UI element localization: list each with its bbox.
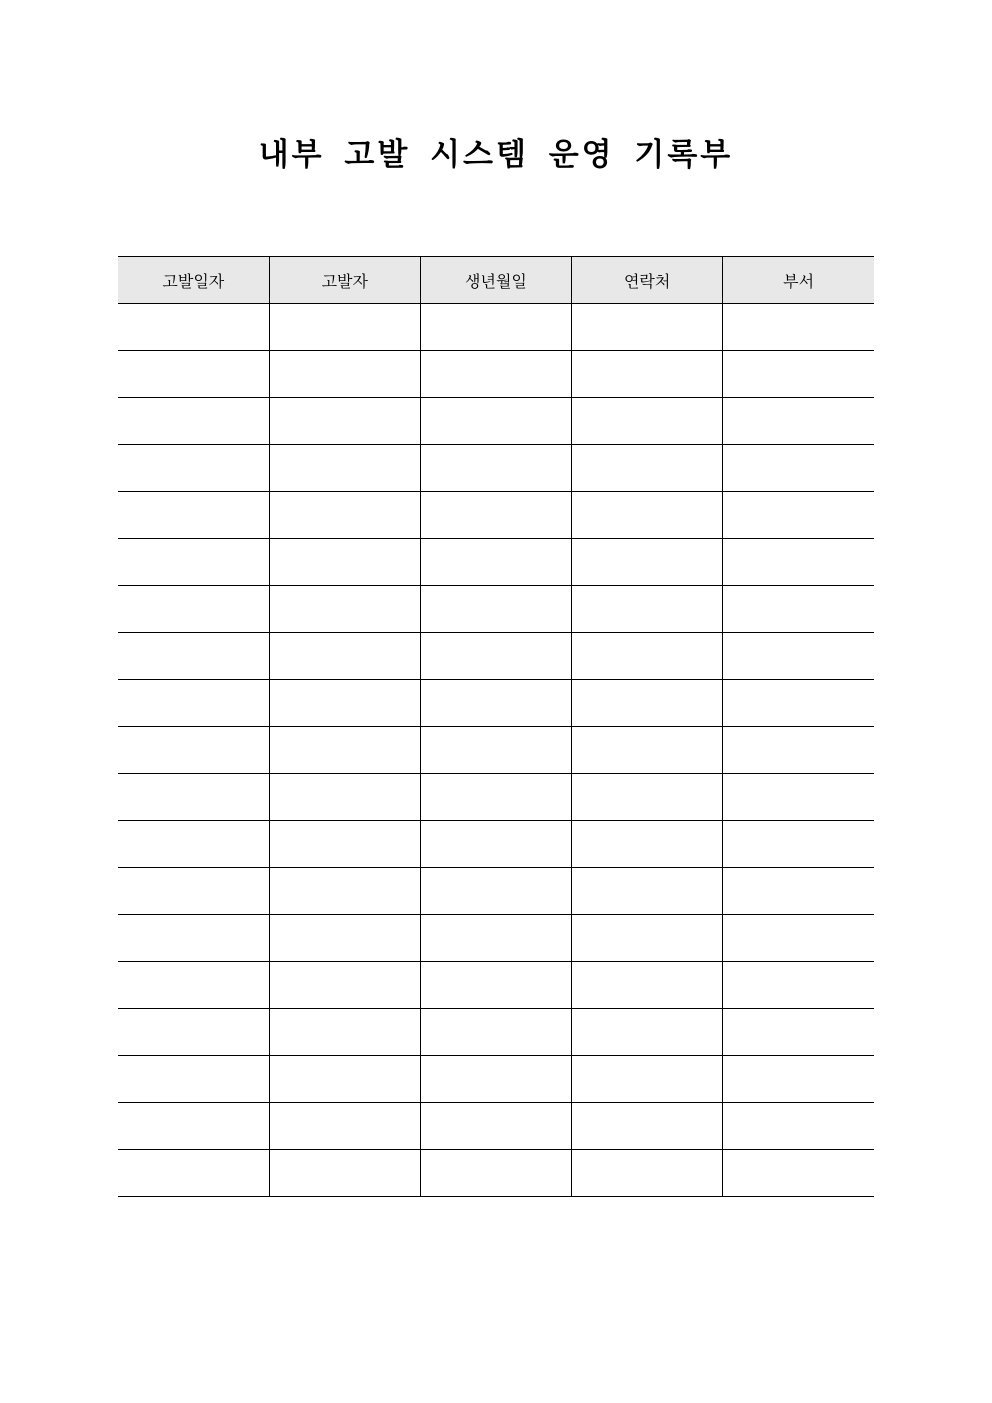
department-cell[interactable] [723, 492, 874, 539]
department-cell[interactable] [723, 727, 874, 774]
table-row [118, 1009, 874, 1056]
report-date-cell[interactable] [118, 492, 269, 539]
reporter-cell[interactable] [269, 868, 420, 915]
table-row [118, 586, 874, 633]
report-date-cell[interactable] [118, 868, 269, 915]
contact-cell[interactable] [572, 1009, 723, 1056]
table-row [118, 445, 874, 492]
column-header-report-date: 고발일자 [118, 257, 269, 304]
reporter-cell[interactable] [269, 915, 420, 962]
contact-cell[interactable] [572, 868, 723, 915]
report-date-cell[interactable] [118, 680, 269, 727]
table-row [118, 539, 874, 586]
table-row [118, 304, 874, 351]
department-cell[interactable] [723, 962, 874, 1009]
reporter-cell[interactable] [269, 586, 420, 633]
department-cell[interactable] [723, 304, 874, 351]
reporter-cell[interactable] [269, 351, 420, 398]
contact-cell[interactable] [572, 1056, 723, 1103]
table-row [118, 1103, 874, 1150]
report-date-cell[interactable] [118, 445, 269, 492]
contact-cell[interactable] [572, 304, 723, 351]
table-body [118, 304, 874, 1197]
birth-date-cell[interactable] [420, 680, 571, 727]
contact-cell[interactable] [572, 445, 723, 492]
department-cell[interactable] [723, 1150, 874, 1197]
column-header-birth-date: 생년월일 [420, 257, 571, 304]
department-cell[interactable] [723, 586, 874, 633]
department-cell[interactable] [723, 1103, 874, 1150]
table-row [118, 398, 874, 445]
reporter-cell[interactable] [269, 1056, 420, 1103]
department-cell[interactable] [723, 868, 874, 915]
birth-date-cell[interactable] [420, 351, 571, 398]
department-cell[interactable] [723, 398, 874, 445]
birth-date-cell[interactable] [420, 1056, 571, 1103]
department-cell[interactable] [723, 351, 874, 398]
table-row [118, 633, 874, 680]
reporter-cell[interactable] [269, 492, 420, 539]
birth-date-cell[interactable] [420, 492, 571, 539]
birth-date-cell[interactable] [420, 1150, 571, 1197]
contact-cell[interactable] [572, 680, 723, 727]
reporter-cell[interactable] [269, 1103, 420, 1150]
contact-cell[interactable] [572, 1150, 723, 1197]
table-row [118, 1150, 874, 1197]
reporter-cell[interactable] [269, 539, 420, 586]
table-row [118, 962, 874, 1009]
department-cell[interactable] [723, 774, 874, 821]
reporter-cell[interactable] [269, 727, 420, 774]
birth-date-cell[interactable] [420, 445, 571, 492]
report-date-cell[interactable] [118, 351, 269, 398]
birth-date-cell[interactable] [420, 398, 571, 445]
column-header-contact: 연락처 [572, 257, 723, 304]
birth-date-cell[interactable] [420, 774, 571, 821]
reporter-cell[interactable] [269, 821, 420, 868]
contact-cell[interactable] [572, 351, 723, 398]
table-row [118, 774, 874, 821]
report-date-cell[interactable] [118, 1150, 269, 1197]
contact-cell[interactable] [572, 398, 723, 445]
birth-date-cell[interactable] [420, 727, 571, 774]
reporter-cell[interactable] [269, 445, 420, 492]
table-row [118, 1056, 874, 1103]
report-date-cell[interactable] [118, 1103, 269, 1150]
birth-date-cell[interactable] [420, 586, 571, 633]
department-cell[interactable] [723, 1009, 874, 1056]
birth-date-cell[interactable] [420, 962, 571, 1009]
department-cell[interactable] [723, 821, 874, 868]
record-table [118, 256, 874, 1197]
department-cell[interactable] [723, 633, 874, 680]
table-row [118, 727, 874, 774]
column-header-reporter: 고발자 [269, 257, 420, 304]
report-date-cell[interactable] [118, 539, 269, 586]
birth-date-cell[interactable] [420, 633, 571, 680]
report-date-cell[interactable] [118, 962, 269, 1009]
report-date-cell[interactable] [118, 821, 269, 868]
department-cell[interactable] [723, 915, 874, 962]
report-date-cell[interactable] [118, 586, 269, 633]
contact-cell[interactable] [572, 774, 723, 821]
birth-date-cell[interactable] [420, 539, 571, 586]
birth-date-cell[interactable] [420, 821, 571, 868]
birth-date-cell[interactable] [420, 915, 571, 962]
department-cell[interactable] [723, 1056, 874, 1103]
birth-date-cell[interactable] [420, 868, 571, 915]
report-date-cell[interactable] [118, 1056, 269, 1103]
contact-cell[interactable] [572, 539, 723, 586]
reporter-cell[interactable] [269, 1150, 420, 1197]
report-date-cell[interactable] [118, 915, 269, 962]
report-date-cell[interactable] [118, 727, 269, 774]
report-date-cell[interactable] [118, 1009, 269, 1056]
reporter-cell[interactable] [269, 398, 420, 445]
contact-cell[interactable] [572, 1103, 723, 1150]
reporter-cell[interactable] [269, 1009, 420, 1056]
department-cell[interactable] [723, 680, 874, 727]
table-row [118, 680, 874, 727]
report-date-cell[interactable] [118, 398, 269, 445]
contact-cell[interactable] [572, 586, 723, 633]
table-row [118, 821, 874, 868]
reporter-cell[interactable] [269, 633, 420, 680]
birth-date-cell[interactable] [420, 1009, 571, 1056]
report-date-cell[interactable] [118, 774, 269, 821]
contact-cell[interactable] [572, 962, 723, 1009]
contact-cell[interactable] [572, 727, 723, 774]
contact-cell[interactable] [572, 915, 723, 962]
page-title: 내부 고발 시스템 운영 기록부 [258, 137, 734, 173]
reporter-cell[interactable] [269, 304, 420, 351]
table-header-row [118, 257, 874, 304]
report-date-cell[interactable] [118, 304, 269, 351]
birth-date-cell[interactable] [420, 304, 571, 351]
table-row [118, 868, 874, 915]
birth-date-cell[interactable] [420, 1103, 571, 1150]
department-cell[interactable] [723, 445, 874, 492]
reporter-cell[interactable] [269, 680, 420, 727]
column-header-department: 부서 [723, 257, 874, 304]
reporter-cell[interactable] [269, 962, 420, 1009]
contact-cell[interactable] [572, 633, 723, 680]
reporter-cell[interactable] [269, 774, 420, 821]
table-row [118, 351, 874, 398]
report-date-cell[interactable] [118, 633, 269, 680]
contact-cell[interactable] [572, 821, 723, 868]
table-row [118, 915, 874, 962]
table-row [118, 492, 874, 539]
contact-cell[interactable] [572, 492, 723, 539]
department-cell[interactable] [723, 539, 874, 586]
